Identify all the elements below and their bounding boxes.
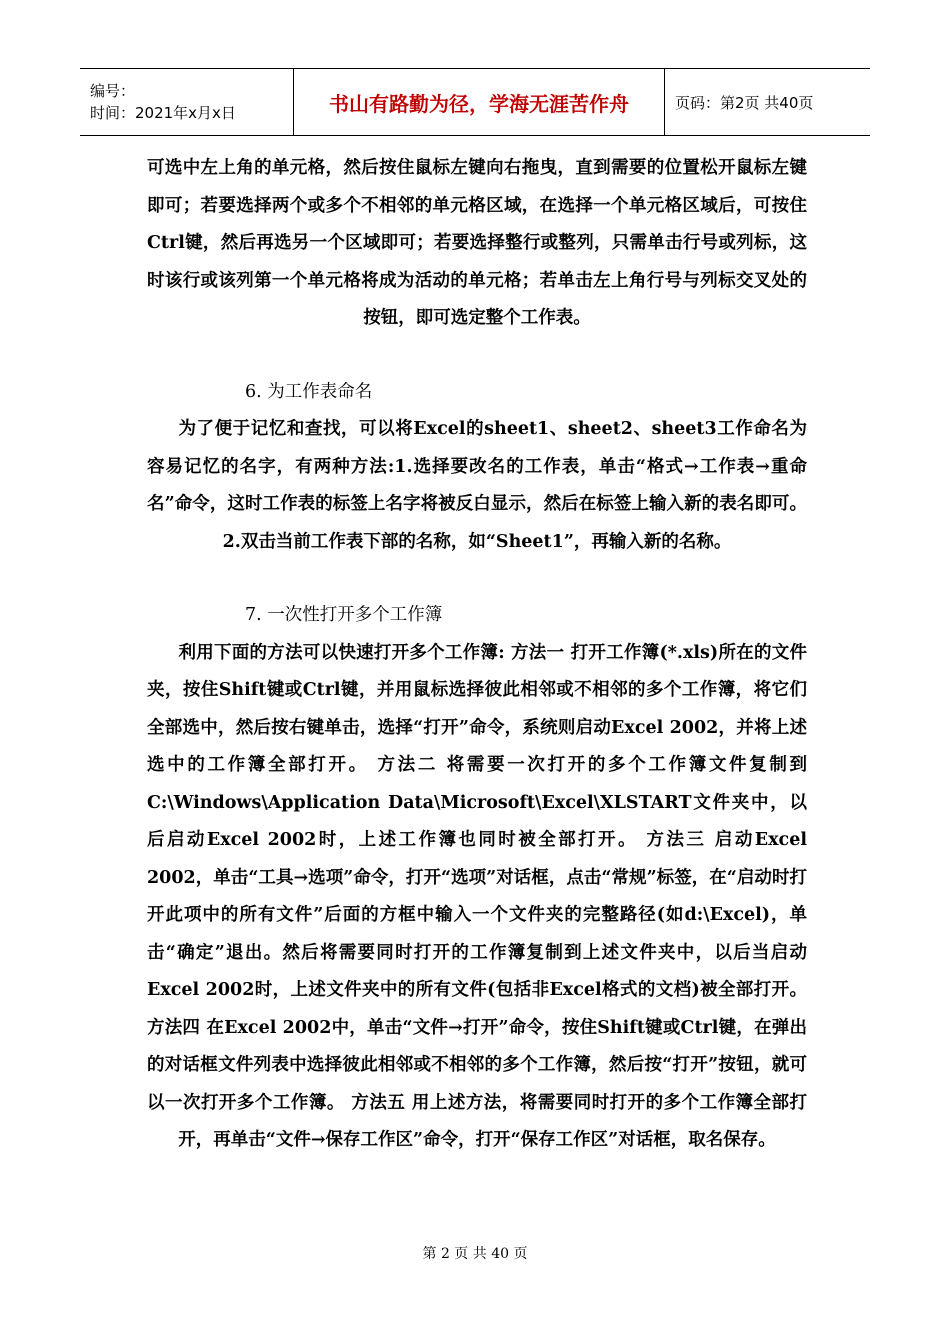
document-number-label: 编号： bbox=[90, 82, 136, 100]
document-date: 时间：2021年x月x日 bbox=[90, 104, 236, 122]
page-footer: 第 2 页 共 40 页 bbox=[422, 1246, 528, 1262]
section-heading-6: 6. 为工作表命名 bbox=[245, 381, 373, 402]
header-meta bbox=[80, 69, 294, 136]
page-header bbox=[80, 68, 870, 136]
paragraph-rename-sheet: 为了便于记忆和查找，可以将Excel的sheet1、sheet2、sheet3工作命名为容易记忆的名字，有两种方法:1.选择要改名的工作表，单击“格式→工作表→重命名”命令，这时工作表的标签上名字将被反白显示，然后在标签上输入新的表名即可。 2.双击当前工作表下部的名称，如“Sheet1”，再输入新的名称。 bbox=[147, 419, 807, 552]
header-motto: 书山有路勤为径，学海无涯苦作舟 bbox=[294, 69, 665, 136]
header-page-number: 页码：第2页 共40页 bbox=[665, 69, 871, 136]
section-heading-7: 7. 一次性打开多个工作簿 bbox=[245, 605, 443, 625]
document-body bbox=[147, 150, 807, 1160]
paragraph-cell-selection: 可选中左上角的单元格，然后按住鼠标左键向右拖曳，直到需要的位置松开鼠标左键即可；若要选择两个或多个不相邻的单元格区域，在选择一个单元格区域后，可按住Ctrl键，然后再选另一个区域即可；若要选择整行或整列，只需单击行号或列标，这时该行或该列第一个单元格将成为活动的单元格；若单击左上角行号与列标交叉处的按钮，即可选定整个工作表。 bbox=[147, 158, 807, 328]
paragraph-open-workbooks: 利用下面的方法可以快速打开多个工作簿: 方法一 打开工作簿(*.xls)所在的文件夹，按住Shift键或Ctrl键，并用鼠标选择彼此相邻或不相邻的多个工作簿，将它们全部选中，然后按右键单击，选择“打开”命令，系统则启动Excel 2002，并将上述选中的工作簿全部打开。 方法二 将需要一次打开的多个工作簿文件复制到C:\Windows\Application Data\Microsoft\Excel\XLSTART文件夹中，以后启动Excel 2002时，上述工作簿也同时被全部打开。 方法三 启动Excel 2002，单击“工具→选项”命令，打开“选项”对话框，点击“常规”标签，在“启动时打开此项中的所有文件”后面的方框中输入一个文件夹的完整路径(如d:\Excel)，单击“确定”退出。然后将需要同时打开的工作簿复制到上述文件夹中，以后当启动Excel 2002时，上述文件夹中的所有文件(包括非Excel格式的文档)被全部打开。 方法四 在Excel 2002中，单击“文件→打开”命令，按住Shift键或Ctrl键，在弹出的对话框文件列表中选择彼此相邻或不相邻的多个工作簿，然后按“打开”按钮，就可以一次打开多个工作簿。 方法五 用上述方法，将需要同时打开的多个工作簿全部打开，再单击“文件→保存工作区”命令，打开“保存工作区”对话框，取名保存。 bbox=[147, 642, 807, 1150]
